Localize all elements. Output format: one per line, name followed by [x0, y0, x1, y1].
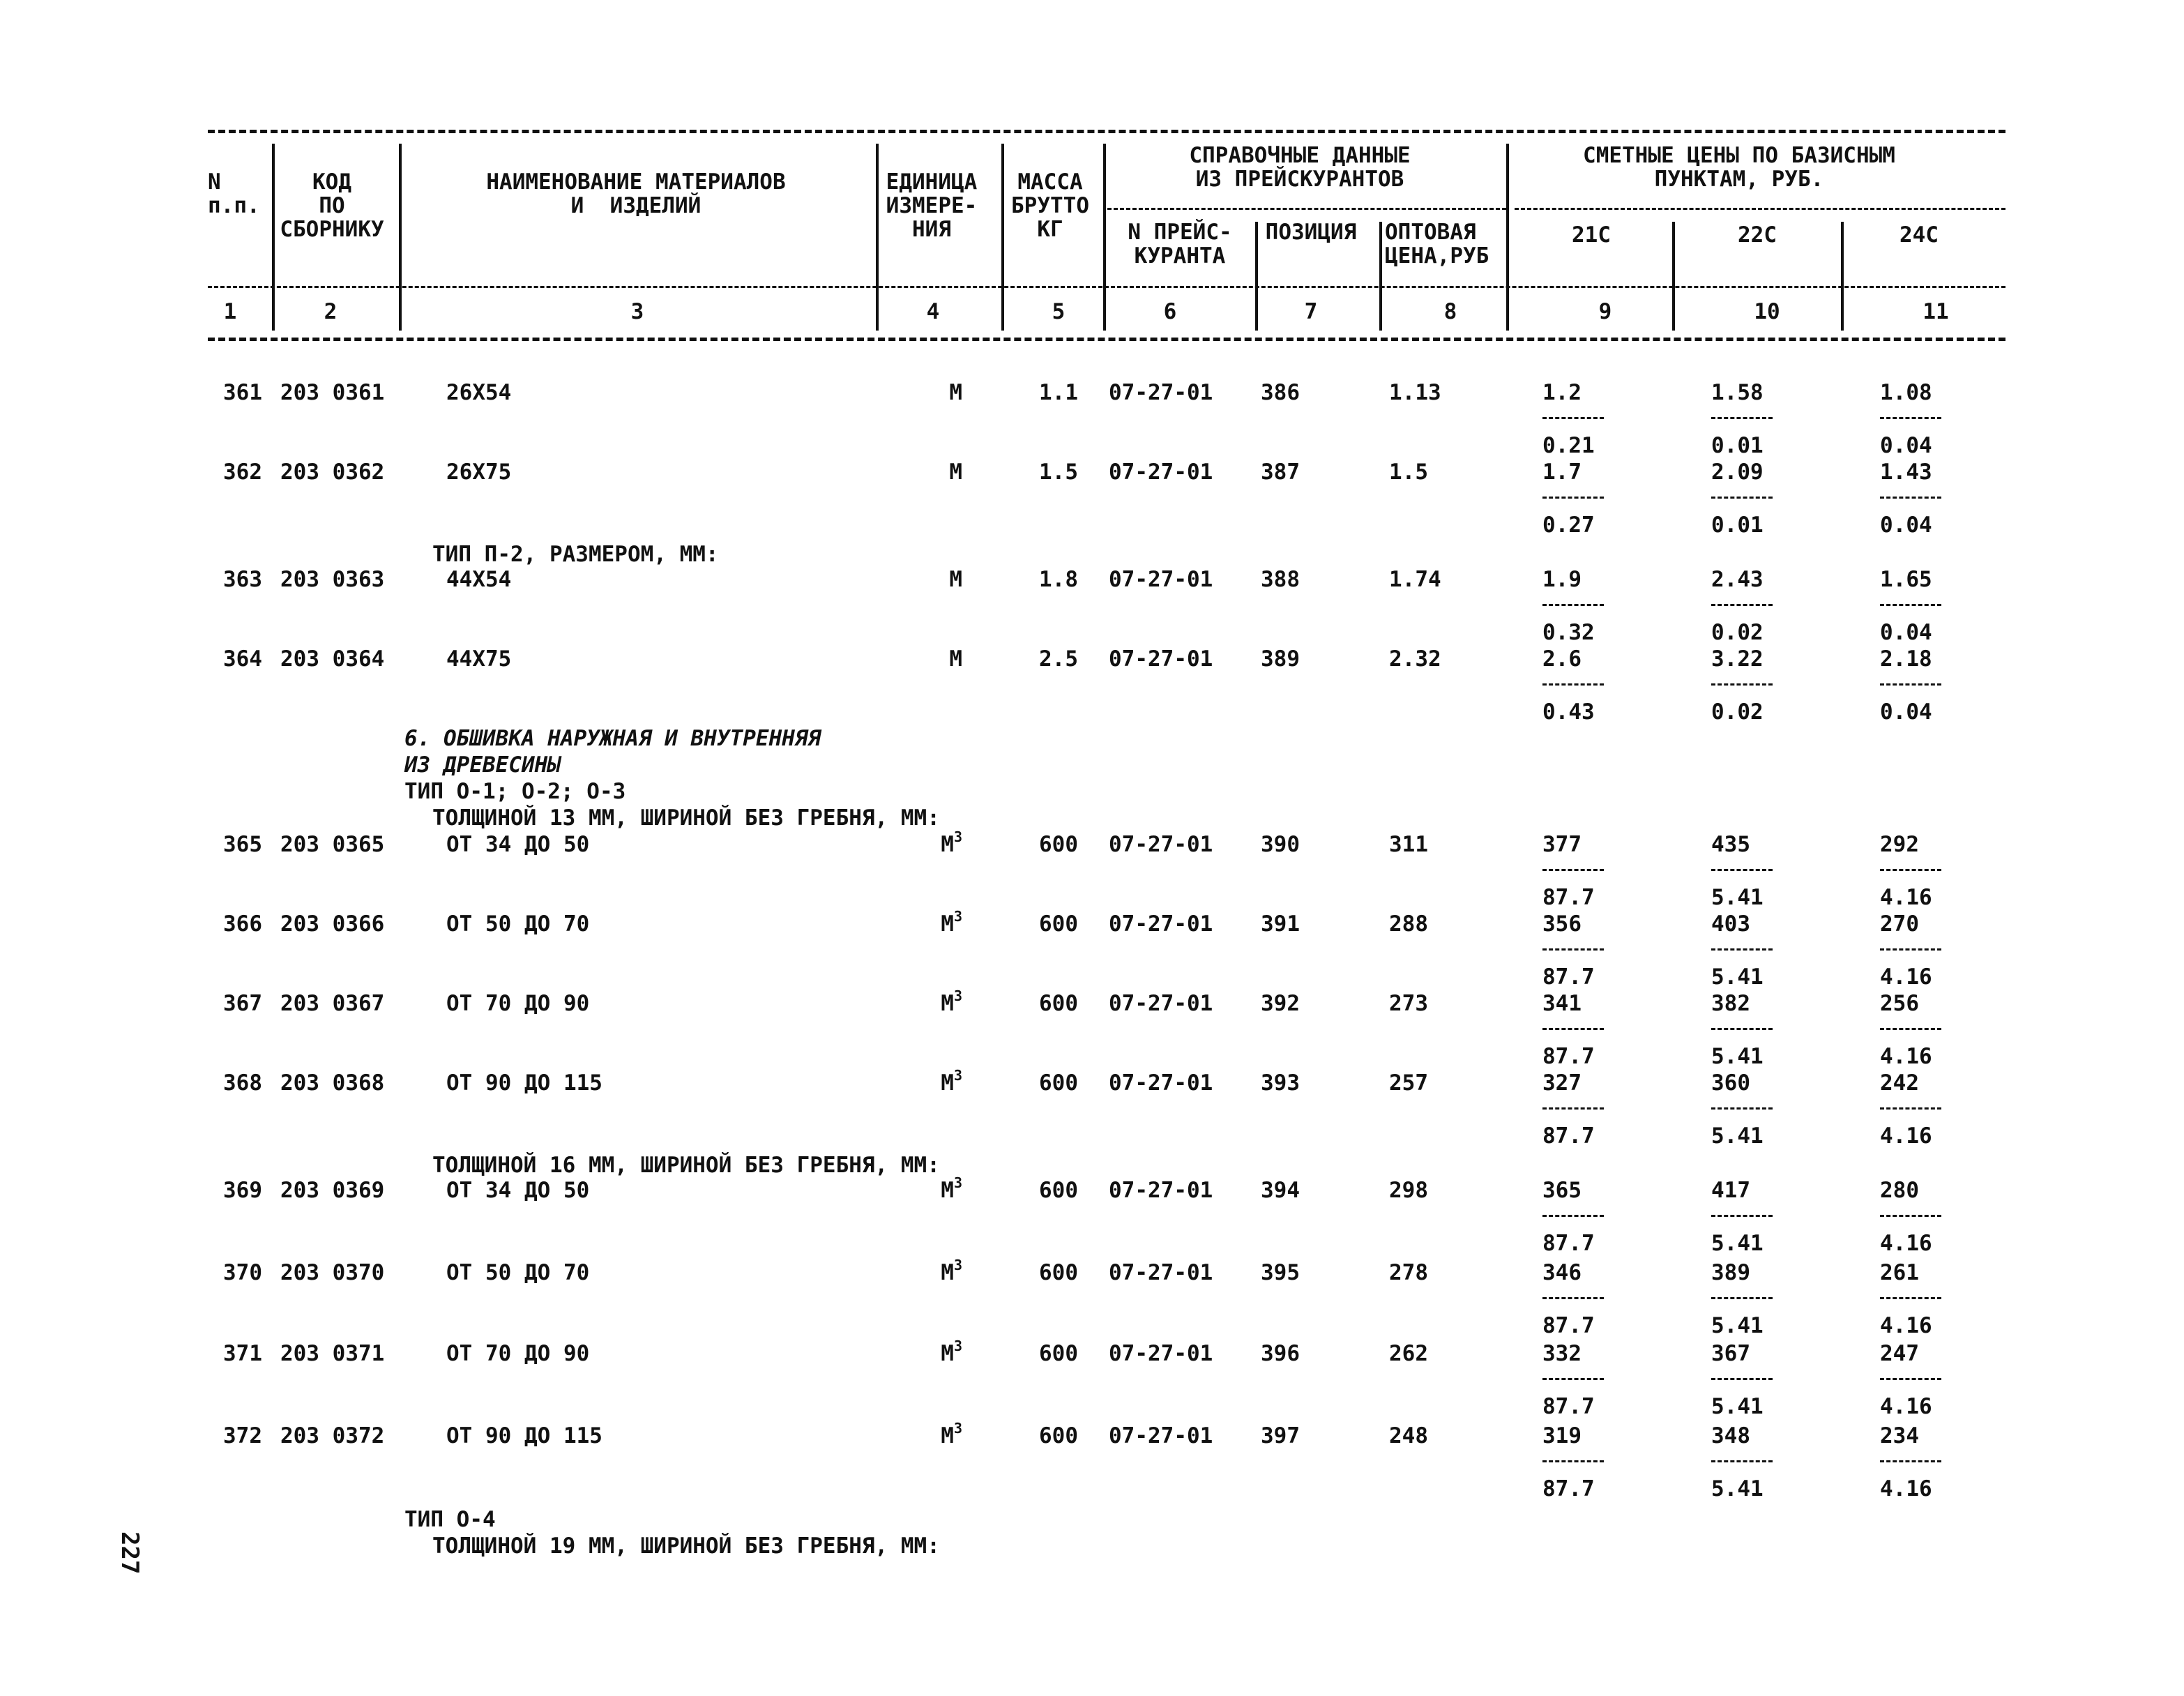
row-wholesale-price: 2.32: [1389, 646, 1441, 672]
header-mass: МАССА БРУТТО КГ: [1011, 169, 1089, 242]
row-price-list-number: 07-27-01: [1109, 1070, 1213, 1096]
price-24c: 256: [1880, 991, 1919, 1016]
transport-22c: 5.41: [1711, 1476, 1764, 1501]
header-columns-rule: [208, 286, 2005, 288]
row-price-list-number: 07-27-01: [1109, 1260, 1213, 1285]
row-unit: [941, 1174, 962, 1203]
row-price-list-number: 07-27-01: [1109, 991, 1213, 1016]
transport-24c: 4.16: [1880, 964, 1932, 990]
transport-22c: 5.41: [1711, 1123, 1764, 1149]
row-mass: 600: [1039, 991, 1078, 1016]
row-mass: 600: [1039, 832, 1078, 857]
price-22c: 3.22: [1711, 646, 1764, 672]
price-22c: 382: [1711, 991, 1750, 1016]
header-price-list-number: N ПРЕЙС- КУРАНТА: [1128, 220, 1232, 268]
transport-21c: 0.43: [1542, 699, 1595, 725]
fraction-bar: [1542, 948, 1604, 951]
price-24c: 1.43: [1880, 460, 1932, 485]
row-number: 370: [223, 1260, 262, 1285]
fraction-bar: [1542, 683, 1604, 686]
row-price-list-number: 07-27-01: [1109, 567, 1213, 592]
fraction-bar: [1711, 948, 1773, 951]
row-unit: [941, 1257, 962, 1285]
header-21c: 21С: [1572, 222, 1611, 248]
row-mass: 1.1: [1039, 380, 1078, 405]
fraction-bar: [1542, 417, 1604, 419]
price-22c: 2.43: [1711, 567, 1764, 592]
transport-24c: 4.16: [1880, 1123, 1932, 1149]
row-name: ОТ 90 ДО 115: [446, 1070, 602, 1096]
fraction-bar: [1542, 1215, 1604, 1217]
price-21c: 377: [1542, 832, 1582, 857]
fraction-bar: [1542, 1028, 1604, 1030]
header-estimate-group: СМЕТНЫЕ ЦЕНЫ ПО БАЗИСНЫМ ПУНКТАМ, РУБ.: [1583, 143, 1895, 192]
transport-21c: 87.7: [1542, 1231, 1595, 1256]
row-mass: 1.5: [1039, 460, 1078, 485]
group-heading: ТИП О-1; О-2; О-3: [404, 779, 626, 804]
row-code: 203 0361: [280, 380, 385, 405]
price-22c: 348: [1711, 1423, 1750, 1448]
transport-21c: 87.7: [1542, 1476, 1595, 1501]
transport-22c: 0.02: [1711, 699, 1764, 725]
unit-exponent: 3: [953, 987, 962, 1004]
row-number: 361: [223, 380, 262, 405]
price-22c: 367: [1711, 1341, 1750, 1366]
row-mass: 1.8: [1039, 567, 1078, 592]
transport-21c: 87.7: [1542, 1394, 1595, 1419]
row-wholesale-price: 278: [1389, 1260, 1428, 1285]
row-wholesale-price: 248: [1389, 1423, 1428, 1448]
row-unit: [941, 1420, 962, 1448]
row-number: 362: [223, 460, 262, 485]
transport-22c: 0.02: [1711, 620, 1764, 645]
row-mass: 600: [1039, 911, 1078, 937]
row-name: ОТ 70 ДО 90: [446, 1341, 590, 1366]
unit-exponent: 3: [953, 1420, 962, 1437]
price-21c: 327: [1542, 1070, 1582, 1096]
header-wholesale-price: ОПТОВАЯ ЦЕНА,РУБ: [1385, 220, 1489, 268]
row-mass: 600: [1039, 1178, 1078, 1203]
transport-24c: 4.16: [1880, 1313, 1932, 1338]
transport-24c: 0.04: [1880, 433, 1932, 458]
row-code: 203 0367: [280, 991, 385, 1016]
column-number: 6: [1163, 299, 1177, 324]
header-22c: 22С: [1738, 222, 1777, 248]
fraction-bar: [1880, 417, 1941, 419]
fraction-bar: [1542, 1107, 1604, 1110]
row-number: 365: [223, 832, 262, 857]
row-wholesale-price: 288: [1389, 911, 1428, 937]
unit-base: М: [941, 1423, 954, 1448]
row-code: 203 0371: [280, 1341, 385, 1366]
transport-22c: 5.41: [1711, 964, 1764, 990]
price-21c: 341: [1542, 991, 1582, 1016]
fraction-bar: [1880, 1215, 1941, 1217]
row-code: 203 0372: [280, 1423, 385, 1448]
price-22c: 360: [1711, 1070, 1750, 1096]
price-24c: 242: [1880, 1070, 1919, 1096]
unit-exponent: 3: [953, 908, 962, 925]
row-price-list-number: 07-27-01: [1109, 832, 1213, 857]
transport-24c: 4.16: [1880, 1394, 1932, 1419]
transport-24c: 4.16: [1880, 885, 1932, 910]
price-24c: 1.08: [1880, 380, 1932, 405]
row-mass: 600: [1039, 1260, 1078, 1285]
row-number: 367: [223, 991, 262, 1016]
header-separator: [1379, 222, 1382, 331]
row-code: 203 0369: [280, 1178, 385, 1203]
row-position: 397: [1261, 1423, 1300, 1448]
price-22c: 2.09: [1711, 460, 1764, 485]
fraction-bar: [1880, 1028, 1941, 1030]
price-21c: 332: [1542, 1341, 1582, 1366]
page-number: 227: [116, 1531, 144, 1575]
group-heading: ТОЛЩИНОЙ 13 ММ, ШИРИНОЙ БЕЗ ГРЕБНЯ, ММ:: [432, 805, 940, 831]
fraction-bar: [1542, 1297, 1604, 1299]
row-price-list-number: 07-27-01: [1109, 1341, 1213, 1366]
row-name: ОТ 34 ДО 50: [446, 832, 590, 857]
group-heading: ТИП П-2, РАЗМЕРОМ, ММ:: [432, 542, 719, 567]
row-wholesale-price: 1.74: [1389, 567, 1441, 592]
fraction-bar: [1542, 1378, 1604, 1380]
transport-24c: 0.04: [1880, 513, 1932, 538]
fraction-bar: [1880, 604, 1941, 606]
row-wholesale-price: 1.5: [1389, 460, 1428, 485]
unit-base: М: [941, 1178, 954, 1203]
group-heading: ТОЛЩИНОЙ 16 ММ, ШИРИНОЙ БЕЗ ГРЕБНЯ, ММ:: [432, 1153, 940, 1178]
row-position: 392: [1261, 991, 1300, 1016]
fraction-bar: [1542, 604, 1604, 606]
row-position: 396: [1261, 1341, 1300, 1366]
row-number: 371: [223, 1341, 262, 1366]
price-24c: 234: [1880, 1423, 1919, 1448]
row-name: ОТ 90 ДО 115: [446, 1423, 602, 1448]
transport-24c: 4.16: [1880, 1044, 1932, 1069]
fraction-bar: [1880, 1378, 1941, 1380]
row-wholesale-price: 273: [1389, 991, 1428, 1016]
transport-21c: 87.7: [1542, 1123, 1595, 1149]
price-24c: 247: [1880, 1341, 1919, 1366]
row-wholesale-price: 298: [1389, 1178, 1428, 1203]
row-wholesale-price: 262: [1389, 1341, 1428, 1366]
row-unit: М: [949, 460, 962, 485]
column-number: 2: [324, 299, 338, 324]
row-unit: [941, 908, 962, 937]
fraction-bar: [1880, 1107, 1941, 1110]
row-code: 203 0362: [280, 460, 385, 485]
header-bottom-rule: [208, 338, 2005, 341]
unit-base: М: [941, 991, 954, 1016]
section-title: 6. ОБШИВКА НАРУЖНАЯ И ВНУТРЕННЯЯ: [404, 726, 821, 751]
row-position: 390: [1261, 832, 1300, 857]
unit-base: М: [941, 1260, 954, 1285]
row-price-list-number: 07-27-01: [1109, 1423, 1213, 1448]
row-number: 364: [223, 646, 262, 672]
fraction-bar: [1880, 497, 1941, 499]
row-mass: 600: [1039, 1423, 1078, 1448]
transport-22c: 5.41: [1711, 885, 1764, 910]
row-unit: М: [949, 380, 962, 405]
fraction-bar: [1711, 604, 1773, 606]
row-position: 387: [1261, 460, 1300, 485]
unit-exponent: 3: [953, 1067, 962, 1084]
row-position: 391: [1261, 911, 1300, 937]
row-code: 203 0363: [280, 567, 385, 592]
price-21c: 2.6: [1542, 646, 1582, 672]
row-position: 393: [1261, 1070, 1300, 1096]
row-position: 395: [1261, 1260, 1300, 1285]
price-21c: 319: [1542, 1423, 1582, 1448]
price-21c: 346: [1542, 1260, 1582, 1285]
row-mass: 2.5: [1039, 646, 1078, 672]
transport-24c: 4.16: [1880, 1231, 1932, 1256]
header-separator: [1672, 222, 1675, 331]
transport-21c: 0.27: [1542, 513, 1595, 538]
transport-22c: 5.41: [1711, 1044, 1764, 1069]
column-number: 1: [223, 299, 237, 324]
unit-exponent: 3: [953, 1257, 962, 1273]
row-code: 203 0366: [280, 911, 385, 937]
fraction-bar: [1880, 1297, 1941, 1299]
unit-base: М: [941, 1070, 954, 1096]
column-number: 11: [1923, 299, 1949, 324]
row-code: 203 0364: [280, 646, 385, 672]
fraction-bar: [1880, 1460, 1941, 1462]
fraction-bar: [1542, 1460, 1604, 1462]
row-unit: [941, 1067, 962, 1096]
header-separator: [399, 144, 402, 331]
row-wholesale-price: 257: [1389, 1070, 1428, 1096]
header-separator: [1506, 144, 1509, 331]
header-separator: [1255, 222, 1258, 331]
row-mass: 600: [1039, 1070, 1078, 1096]
row-number: 368: [223, 1070, 262, 1096]
row-name: 26X54: [446, 380, 512, 405]
row-position: 386: [1261, 380, 1300, 405]
row-position: 389: [1261, 646, 1300, 672]
unit-exponent: 3: [953, 1174, 962, 1191]
transport-22c: 5.41: [1711, 1394, 1764, 1419]
header-sub-rule-price: [1515, 208, 2005, 210]
column-number: 3: [630, 299, 644, 324]
row-name: 44X54: [446, 567, 512, 592]
header-separator: [1103, 144, 1106, 331]
fraction-bar: [1880, 683, 1941, 686]
row-code: 203 0370: [280, 1260, 385, 1285]
price-21c: 356: [1542, 911, 1582, 937]
row-price-list-number: 07-27-01: [1109, 911, 1213, 937]
fraction-bar: [1711, 683, 1773, 686]
unit-exponent: 3: [953, 828, 962, 845]
unit-base: М: [941, 832, 954, 857]
fraction-bar: [1542, 869, 1604, 871]
price-22c: 1.58: [1711, 380, 1764, 405]
price-24c: 261: [1880, 1260, 1919, 1285]
transport-22c: 5.41: [1711, 1313, 1764, 1338]
price-24c: 270: [1880, 911, 1919, 937]
row-price-list-number: 07-27-01: [1109, 380, 1213, 405]
transport-22c: 0.01: [1711, 513, 1764, 538]
unit-base: М: [941, 911, 954, 937]
header-separator: [1841, 222, 1844, 331]
row-price-list-number: 07-27-01: [1109, 1178, 1213, 1203]
row-name: 26X75: [446, 460, 512, 485]
fraction-bar: [1711, 1297, 1773, 1299]
price-22c: 417: [1711, 1178, 1750, 1203]
header-top-rule: [208, 130, 2005, 133]
header-separator: [876, 144, 879, 331]
row-name: ОТ 70 ДО 90: [446, 991, 590, 1016]
row-unit: М: [949, 567, 962, 592]
fraction-bar: [1711, 1378, 1773, 1380]
row-wholesale-price: 311: [1389, 832, 1428, 857]
row-name: ОТ 50 ДО 70: [446, 911, 590, 937]
transport-22c: 5.41: [1711, 1231, 1764, 1256]
row-price-list-number: 07-27-01: [1109, 460, 1213, 485]
price-21c: 1.9: [1542, 567, 1582, 592]
price-21c: 1.7: [1542, 460, 1582, 485]
group-heading: ТОЛЩИНОЙ 19 ММ, ШИРИНОЙ БЕЗ ГРЕБНЯ, ММ:: [432, 1534, 940, 1559]
header-sub-rule-ref: [1107, 208, 1506, 210]
row-wholesale-price: 1.13: [1389, 380, 1441, 405]
column-number: 10: [1754, 299, 1780, 324]
header-24c: 24С: [1899, 222, 1939, 248]
fraction-bar: [1711, 1460, 1773, 1462]
column-number: 8: [1443, 299, 1457, 324]
header-code: КОД ПО СБОРНИКУ: [280, 169, 384, 242]
price-24c: 2.18: [1880, 646, 1932, 672]
price-24c: 280: [1880, 1178, 1919, 1203]
row-name: ОТ 50 ДО 70: [446, 1260, 590, 1285]
row-number: 372: [223, 1423, 262, 1448]
fraction-bar: [1711, 1215, 1773, 1217]
fraction-bar: [1880, 948, 1941, 951]
row-unit: [941, 987, 962, 1016]
row-number: 369: [223, 1178, 262, 1203]
transport-24c: 0.04: [1880, 699, 1932, 725]
header-reference-group: СПРАВОЧНЫЕ ДАННЫЕ ИЗ ПРЕЙСКУРАНТОВ: [1189, 143, 1411, 192]
price-24c: 1.65: [1880, 567, 1932, 592]
fraction-bar: [1711, 869, 1773, 871]
transport-21c: 0.32: [1542, 620, 1595, 645]
transport-21c: 87.7: [1542, 885, 1595, 910]
row-position: 394: [1261, 1178, 1300, 1203]
row-code: 203 0365: [280, 832, 385, 857]
row-number: 366: [223, 911, 262, 937]
row-price-list-number: 07-27-01: [1109, 646, 1213, 672]
row-name: ОТ 34 ДО 50: [446, 1178, 590, 1203]
price-22c: 403: [1711, 911, 1750, 937]
column-number: 7: [1304, 299, 1318, 324]
header-name: НАИМЕНОВАНИЕ МАТЕРИАЛОВ И ИЗДЕЛИЙ: [486, 169, 786, 218]
transport-21c: 87.7: [1542, 964, 1595, 990]
header-separator: [272, 144, 275, 331]
price-24c: 292: [1880, 832, 1919, 857]
price-22c: 389: [1711, 1260, 1750, 1285]
fraction-bar: [1711, 1107, 1773, 1110]
header-separator: [1001, 144, 1004, 331]
row-code: 203 0368: [280, 1070, 385, 1096]
header-position: ПОЗИЦИЯ: [1265, 220, 1357, 245]
row-name: 44X75: [446, 646, 512, 672]
transport-22c: 0.01: [1711, 433, 1764, 458]
column-number: 9: [1598, 299, 1612, 324]
header-unit: ЕДИНИЦА ИЗМЕРЕ- НИЯ: [886, 169, 978, 242]
fraction-bar: [1542, 497, 1604, 499]
unit-exponent: 3: [953, 1338, 962, 1354]
section-title: ИЗ ДРЕВЕСИНЫ: [404, 752, 561, 778]
fraction-bar: [1880, 869, 1941, 871]
row-number: 363: [223, 567, 262, 592]
row-unit: [941, 1338, 962, 1366]
header-number: N п.п.: [208, 169, 260, 218]
column-number: 4: [926, 299, 940, 324]
price-22c: 435: [1711, 832, 1750, 857]
row-mass: 600: [1039, 1341, 1078, 1366]
fraction-bar: [1711, 417, 1773, 419]
unit-base: М: [941, 1341, 954, 1366]
price-21c: 1.2: [1542, 380, 1582, 405]
fraction-bar: [1711, 1028, 1773, 1030]
transport-21c: 87.7: [1542, 1044, 1595, 1069]
group-heading: ТИП О-4: [404, 1507, 496, 1532]
fraction-bar: [1711, 497, 1773, 499]
price-21c: 365: [1542, 1178, 1582, 1203]
transport-21c: 87.7: [1542, 1313, 1595, 1338]
row-unit: [941, 828, 962, 857]
row-position: 388: [1261, 567, 1300, 592]
column-number: 5: [1052, 299, 1066, 324]
transport-24c: 0.04: [1880, 620, 1932, 645]
transport-24c: 4.16: [1880, 1476, 1932, 1501]
row-unit: М: [949, 646, 962, 672]
transport-21c: 0.21: [1542, 433, 1595, 458]
